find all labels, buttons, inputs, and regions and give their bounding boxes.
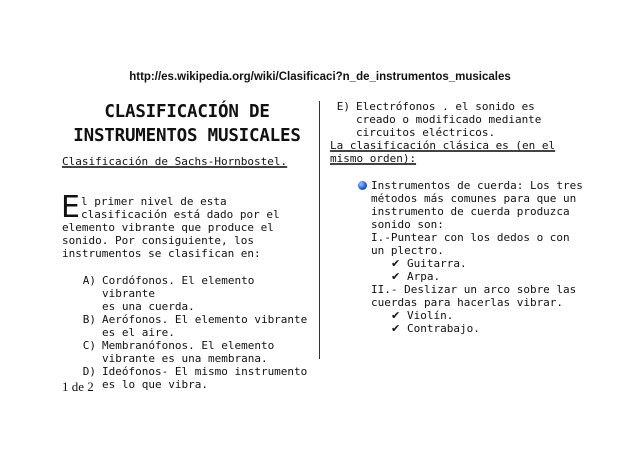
check-item-text: Contrabajo.	[407, 322, 480, 335]
left-column	[62, 100, 312, 391]
check-list-item	[371, 270, 590, 283]
checkmark-icon: ✔	[391, 270, 401, 283]
list-item	[62, 365, 312, 391]
column-divider	[319, 101, 320, 359]
classification-list	[62, 274, 312, 391]
checkmark-icon: ✔	[391, 322, 401, 335]
list-item-letter: D)	[82, 365, 96, 378]
list-item	[62, 274, 312, 313]
list-item-letter: B)	[82, 313, 96, 326]
list-item-text: Cordófonos. El elemento vibrante es una cuerda.	[102, 274, 255, 313]
bow-method-text: II.- Deslizar un arco sobre las cuerdas para hacerlas vibrar.	[371, 283, 577, 309]
section-subtitle: Clasificación de Sachs-Hornbostel.	[62, 155, 288, 168]
intro-paragraph	[62, 182, 312, 260]
bullet-text: Instrumentos de cuerda: Los tres métodos más comunes para que un instrumento de cuerda produzca sonido son: I.-Puntear con los dedos o con un plectro.	[371, 179, 583, 257]
list-item	[62, 339, 312, 365]
list-item	[62, 313, 312, 339]
document-title	[62, 100, 312, 148]
title-line-1: CLASIFICACIÓN DE	[104, 102, 270, 122]
title-line-2: INSTRUMENTOS MUSICALES	[73, 126, 301, 146]
bullet-content	[371, 179, 590, 335]
check-list-item	[371, 257, 590, 270]
check-item-text: Arpa.	[407, 270, 441, 283]
list-item-letter: E)	[336, 100, 350, 113]
classic-classification-heading: La clasificación clásica es (en el mismo orden):	[330, 139, 556, 165]
source-url: http://es.wikipedia.org/wiki/Clasificaci?n_de_instrumentos_musicales	[129, 71, 511, 83]
drop-cap: E	[61, 190, 80, 225]
intro-text: l primer nivel de esta clasificación está dado por el elemento vibrante que produce el sonido. Por consiguiente, los instrumentos se clasifican en:	[62, 195, 280, 260]
check-list-item	[371, 322, 590, 335]
right-column	[330, 100, 590, 335]
check-item-text: Violín.	[407, 309, 454, 322]
list-item-letter: C)	[82, 339, 96, 352]
list-item-text: Ideófonos- El mismo instrumento es lo que vibra.	[102, 365, 308, 391]
list-item-text: Electrófonos . el sonido es creado o modificado mediante circuitos eléctricos.	[356, 100, 542, 139]
check-list-item	[371, 309, 590, 322]
list-item-text: Membranófonos. El elemento vibrante es una membrana.	[102, 339, 275, 365]
checkmark-icon: ✔	[391, 309, 401, 322]
blue-sphere-bullet-icon	[358, 181, 367, 190]
checkmark-icon: ✔	[391, 257, 401, 270]
check-item-text: Guitarra.	[407, 257, 467, 270]
list-item-letter: A)	[82, 274, 96, 287]
list-item-e	[330, 100, 590, 139]
list-item-text: Aerófonos. El elemento vibrante es el aire.	[102, 313, 308, 339]
string-instruments-block	[330, 179, 590, 335]
page-number: 1 de 2	[62, 379, 94, 394]
